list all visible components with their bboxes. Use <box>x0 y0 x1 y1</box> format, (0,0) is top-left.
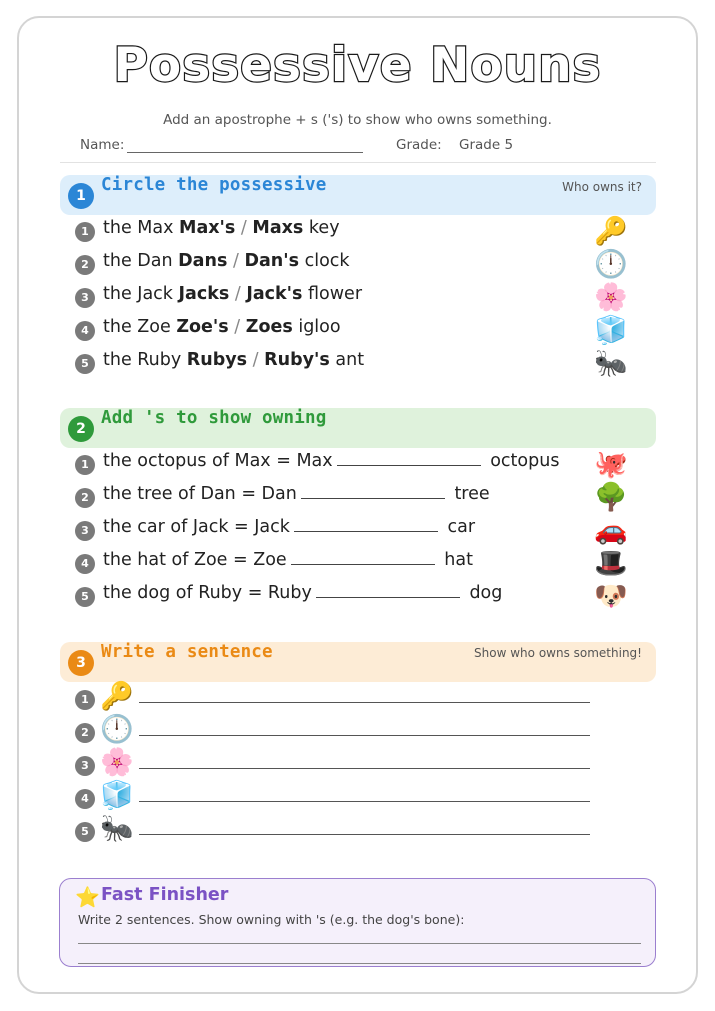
fast-finisher-box <box>59 878 656 967</box>
item-number-badge: 4 <box>75 789 95 809</box>
fast-finisher-title: Fast Finisher <box>101 885 229 905</box>
section-number-badge: 2 <box>68 416 94 442</box>
sentence-item <box>75 812 595 845</box>
circle-item <box>75 215 635 248</box>
answer-line[interactable] <box>78 963 641 964</box>
option-choice[interactable]: Dans <box>178 251 228 271</box>
answer-blank[interactable] <box>337 452 481 466</box>
item-picture-icon: 🎩 <box>594 548 628 579</box>
item-noun: octopus <box>490 451 560 471</box>
item-phrase: the dog of Ruby = Ruby <box>103 583 312 603</box>
item-noun: clock <box>304 251 350 271</box>
item-picture-icon: 🐜 <box>594 348 628 379</box>
item-noun: tree <box>454 484 490 504</box>
item-number-badge: 3 <box>75 521 95 541</box>
item-phrase: the hat of Zoe = Zoe <box>103 550 287 570</box>
answer-blank[interactable] <box>316 584 460 598</box>
item-noun: ant <box>335 350 365 370</box>
circle-item <box>75 248 635 281</box>
option-choice[interactable]: Jack's <box>246 284 303 304</box>
item-picture-icon: 🐶 <box>594 581 628 612</box>
fill-item <box>75 481 635 514</box>
item-number-badge: 4 <box>75 321 95 341</box>
item-picture-icon: 🐜 <box>100 813 134 844</box>
grade-value: Grade 5 <box>459 137 514 153</box>
item-text <box>103 218 340 238</box>
item-text <box>103 451 559 471</box>
circle-item <box>75 314 635 347</box>
option-choice[interactable]: Zoes <box>245 317 293 337</box>
item-text <box>103 251 350 271</box>
item-phrase: the tree of Dan = Dan <box>103 484 297 504</box>
item-picture-icon: 🔑 <box>100 681 134 712</box>
sentence-item <box>75 779 595 812</box>
item-picture-icon: 🧊 <box>594 315 628 346</box>
item-prefix: the Jack <box>103 284 173 304</box>
section-1-header <box>60 175 656 215</box>
item-text <box>103 317 341 337</box>
item-prefix: the Ruby <box>103 350 182 370</box>
item-picture-icon: 🕛 <box>100 714 134 745</box>
item-noun: car <box>447 517 476 537</box>
item-number-badge: 3 <box>75 288 95 308</box>
fill-item <box>75 448 635 481</box>
item-prefix: the Max <box>103 218 174 238</box>
option-choice[interactable]: Zoe's <box>176 317 229 337</box>
item-noun: igloo <box>298 317 341 337</box>
name-grade-row <box>80 137 640 157</box>
fast-finisher-instructions: Write 2 sentences. Show owning with 's (e.g. the dog's bone): <box>78 912 465 927</box>
option-choice[interactable]: Dan's <box>244 251 300 271</box>
item-text <box>103 284 362 304</box>
item-noun: flower <box>308 284 363 304</box>
name-label: Name: <box>80 137 125 153</box>
section-title: Write a sentence <box>101 642 273 662</box>
sentence-answer-line[interactable] <box>139 834 590 835</box>
header-divider <box>60 162 656 163</box>
item-number-badge: 1 <box>75 690 95 710</box>
item-picture-icon: 🌳 <box>594 482 628 513</box>
item-picture-icon: 🕛 <box>594 249 628 280</box>
option-choice[interactable]: Jacks <box>178 284 230 304</box>
section-hint: Show who owns something! <box>474 646 642 660</box>
page-title: Possessive Nouns <box>113 38 602 93</box>
grade-label: Grade: <box>396 137 442 153</box>
section-title: Circle the possessive <box>101 175 327 195</box>
sentence-answer-line[interactable] <box>139 801 590 802</box>
page-subtitle: Add an apostrophe + s ('s) to show who owns something. <box>163 112 552 128</box>
item-picture-icon: 🌸 <box>594 282 628 313</box>
section-number-badge: 1 <box>68 183 94 209</box>
option-choice[interactable]: Maxs <box>252 218 304 238</box>
section-2-header <box>60 408 656 448</box>
item-number-badge: 2 <box>75 255 95 275</box>
option-divider: / <box>234 284 241 304</box>
item-picture-icon: 🚗 <box>594 515 628 546</box>
option-divider: / <box>240 218 247 238</box>
option-divider: / <box>232 251 239 271</box>
sentence-answer-line[interactable] <box>139 702 590 703</box>
answer-line[interactable] <box>78 943 641 944</box>
option-divider: / <box>252 350 259 370</box>
section-hint: Who owns it? <box>562 180 642 194</box>
item-number-badge: 4 <box>75 554 95 574</box>
item-picture-icon: 🧊 <box>100 780 134 811</box>
item-number-badge: 5 <box>75 587 95 607</box>
item-noun: dog <box>469 583 503 603</box>
fill-item <box>75 580 635 613</box>
item-number-badge: 2 <box>75 723 95 743</box>
sentence-answer-line[interactable] <box>139 735 590 736</box>
circle-item <box>75 347 635 380</box>
option-choice[interactable]: Max's <box>179 218 236 238</box>
option-choice[interactable]: Rubys <box>186 350 248 370</box>
item-text <box>103 550 473 570</box>
section-3-header <box>60 642 656 682</box>
item-number-badge: 5 <box>75 822 95 842</box>
item-text <box>103 350 364 370</box>
item-text <box>103 583 502 603</box>
circle-item <box>75 281 635 314</box>
item-text <box>103 517 475 537</box>
item-number-badge: 1 <box>75 222 95 242</box>
item-picture-icon: 🌸 <box>100 747 134 778</box>
sentence-item <box>75 713 595 746</box>
item-number-badge: 1 <box>75 455 95 475</box>
star-icon: ⭐ <box>75 885 100 909</box>
fill-item <box>75 547 635 580</box>
name-field[interactable] <box>127 152 363 153</box>
sentence-item <box>75 746 595 779</box>
section-number-badge: 3 <box>68 650 94 676</box>
item-phrase: the car of Jack = Jack <box>103 517 290 537</box>
item-noun: key <box>308 218 340 238</box>
item-prefix: the Zoe <box>103 317 171 337</box>
item-number-badge: 5 <box>75 354 95 374</box>
item-picture-icon: 🔑 <box>594 216 628 247</box>
option-choice[interactable]: Ruby's <box>264 350 330 370</box>
item-phrase: the octopus of Max = Max <box>103 451 333 471</box>
item-text <box>103 484 490 504</box>
answer-blank[interactable] <box>291 551 435 565</box>
answer-blank[interactable] <box>301 485 445 499</box>
sentence-item <box>75 680 595 713</box>
sentence-answer-line[interactable] <box>139 768 590 769</box>
item-prefix: the Dan <box>103 251 173 271</box>
item-noun: hat <box>444 550 473 570</box>
item-number-badge: 3 <box>75 756 95 776</box>
fill-item <box>75 514 635 547</box>
section-title: Add 's to show owning <box>101 408 327 428</box>
option-divider: / <box>234 317 241 337</box>
item-picture-icon: 🐙 <box>594 449 628 480</box>
answer-blank[interactable] <box>294 518 438 532</box>
item-number-badge: 2 <box>75 488 95 508</box>
